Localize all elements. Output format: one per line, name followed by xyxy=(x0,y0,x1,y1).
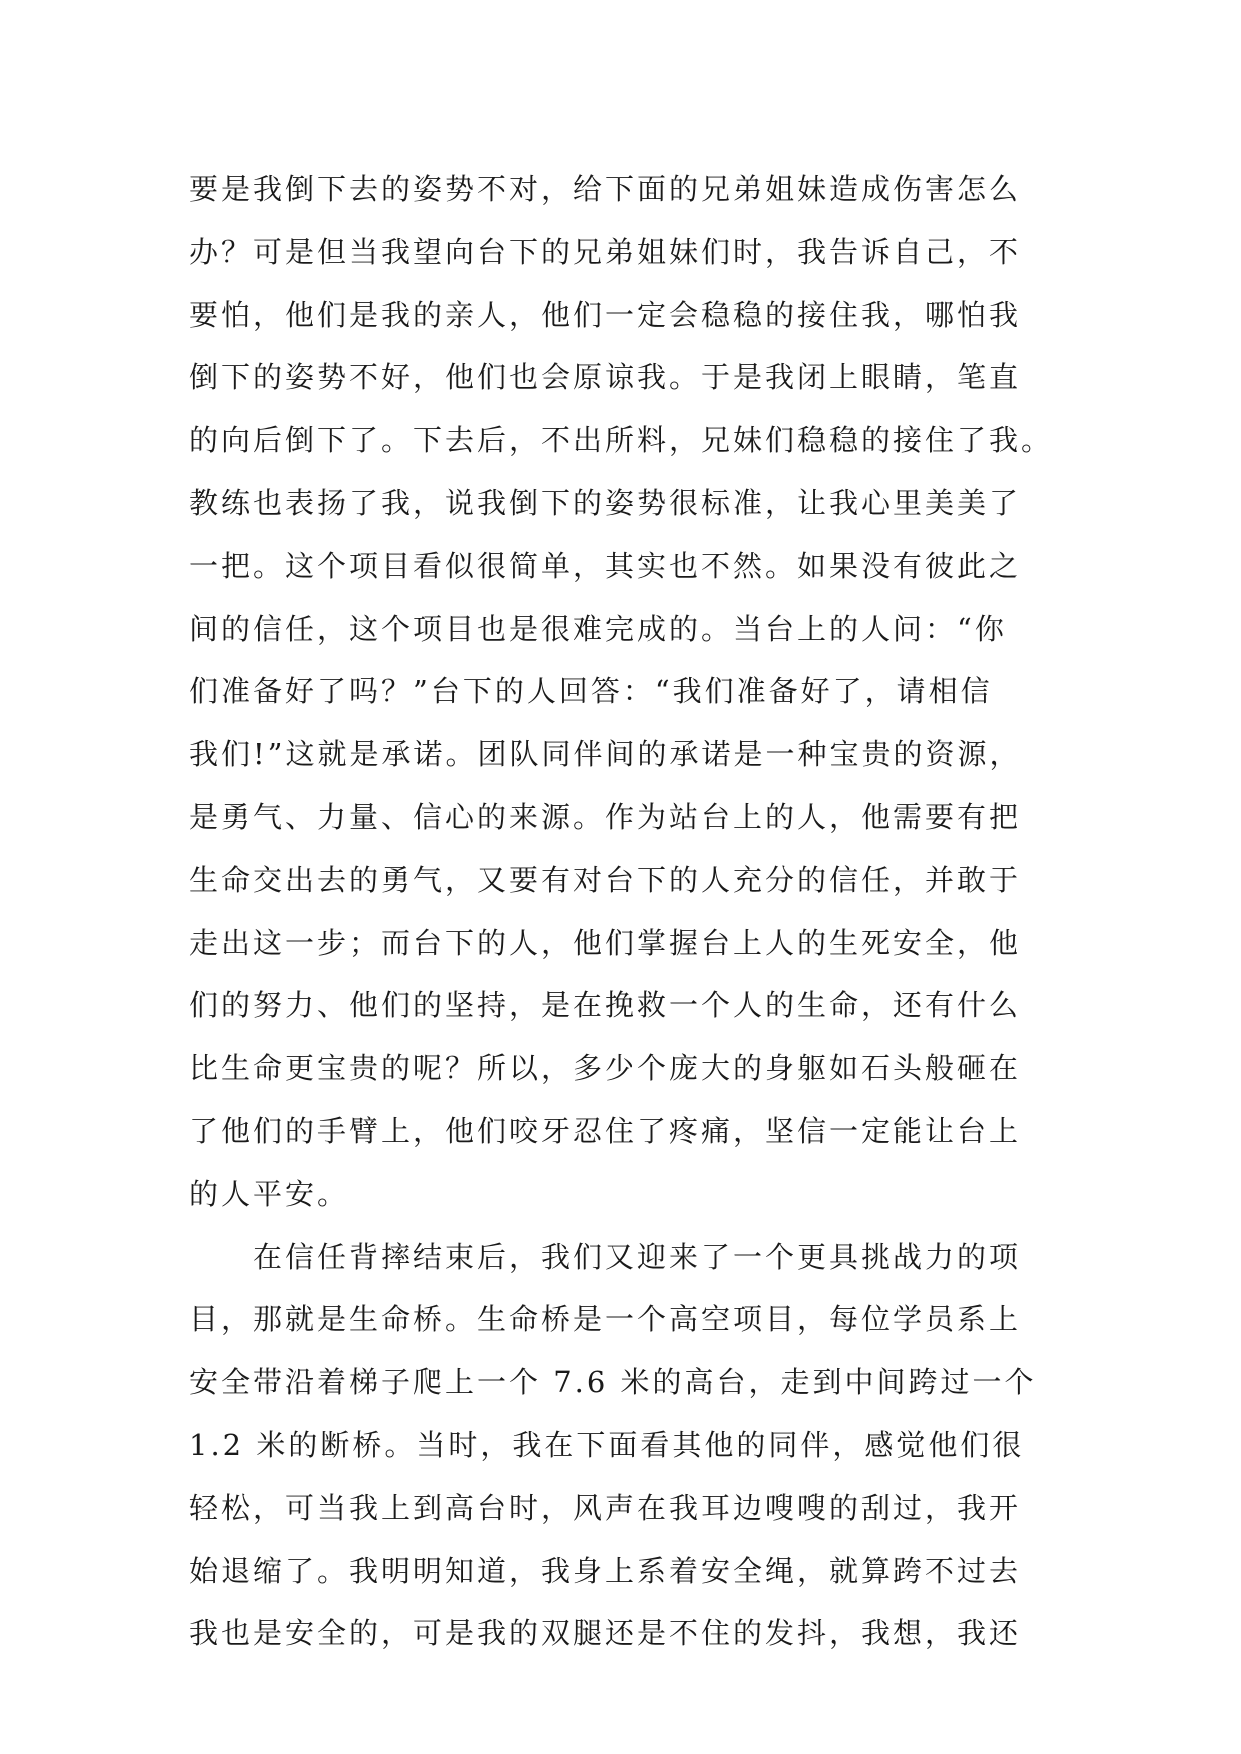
text-line: 我们!”这就是承诺。团队同伴间的承诺是一种宝贵的资源， xyxy=(189,737,1022,772)
text-line: 间的信任，这个项目也是很难完成的。当台上的人问：“你 xyxy=(189,611,1007,646)
text-line: 了他们的手臂上，他们咬牙忍住了疼痛，坚信一定能让台上 xyxy=(189,1113,1022,1148)
text-line: 倒下的姿势不好，他们也会原谅我。于是我闭上眼睛，笔直 xyxy=(189,360,1022,395)
text-line: 在信任背摔结束后，我们又迎来了一个更具挑战力的项 xyxy=(189,1239,1022,1274)
text-line: 的人平安。 xyxy=(189,1176,350,1211)
text-line: 生命交出去的勇气，又要有对台下的人充分的信任，并敢于 xyxy=(189,862,1022,897)
text-line: 始退缩了。我明明知道，我身上系着安全绳，就算跨不过去 xyxy=(189,1553,1022,1588)
text-line: 是勇气、力量、信心的来源。作为站台上的人，他需要有把 xyxy=(189,799,1022,834)
text-line: 比生命更宝贵的呢？所以，多少个庞大的身躯如石头般砸在 xyxy=(189,1051,1022,1086)
text-line: 走出这一步；而台下的人，他们掌握台上人的生死安全，他 xyxy=(189,925,1022,960)
text-line: 一把。这个项目看似很简单，其实也不然。如果没有彼此之 xyxy=(189,548,1022,583)
text-line: 办？可是但当我望向台下的兄弟姐妹们时，我告诉自己，不 xyxy=(189,234,1022,269)
text-line: 我也是安全的，可是我的双腿还是不住的发抖，我想，我还 xyxy=(189,1616,1022,1651)
text-line: 们准备好了吗？”台下的人回答：“我们准备好了，请相信 xyxy=(189,674,993,709)
text-line: 目，那就是生命桥。生命桥是一个高空项目，每位学员系上 xyxy=(189,1302,1022,1337)
text-line: 的向后倒下了。下去后，不出所料，兄妹们稳稳的接住了我。 xyxy=(189,423,1054,458)
text-line: 轻松，可当我上到高台时，风声在我耳边嗖嗖的刮过，我开 xyxy=(189,1490,1022,1525)
text-line: 教练也表扬了我，说我倒下的姿势很标准，让我心里美美了 xyxy=(189,485,1022,520)
text-line: 要怕，他们是我的亲人，他们一定会稳稳的接住我，哪怕我 xyxy=(189,297,1022,332)
body-text xyxy=(189,158,1069,1665)
text-line: 1.2 米的断桥。当时，我在下面看其他的同伴，感觉他们很 xyxy=(189,1427,1025,1462)
text-line: 们的努力、他们的坚持，是在挽救一个人的生命，还有什么 xyxy=(189,988,1022,1023)
text-line: 要是我倒下去的姿势不对，给下面的兄弟姐妹造成伤害怎么 xyxy=(189,172,1022,206)
text-line: 安全带沿着梯子爬上一个 7.6 米的高台，走到中间跨过一个 xyxy=(189,1365,1037,1400)
